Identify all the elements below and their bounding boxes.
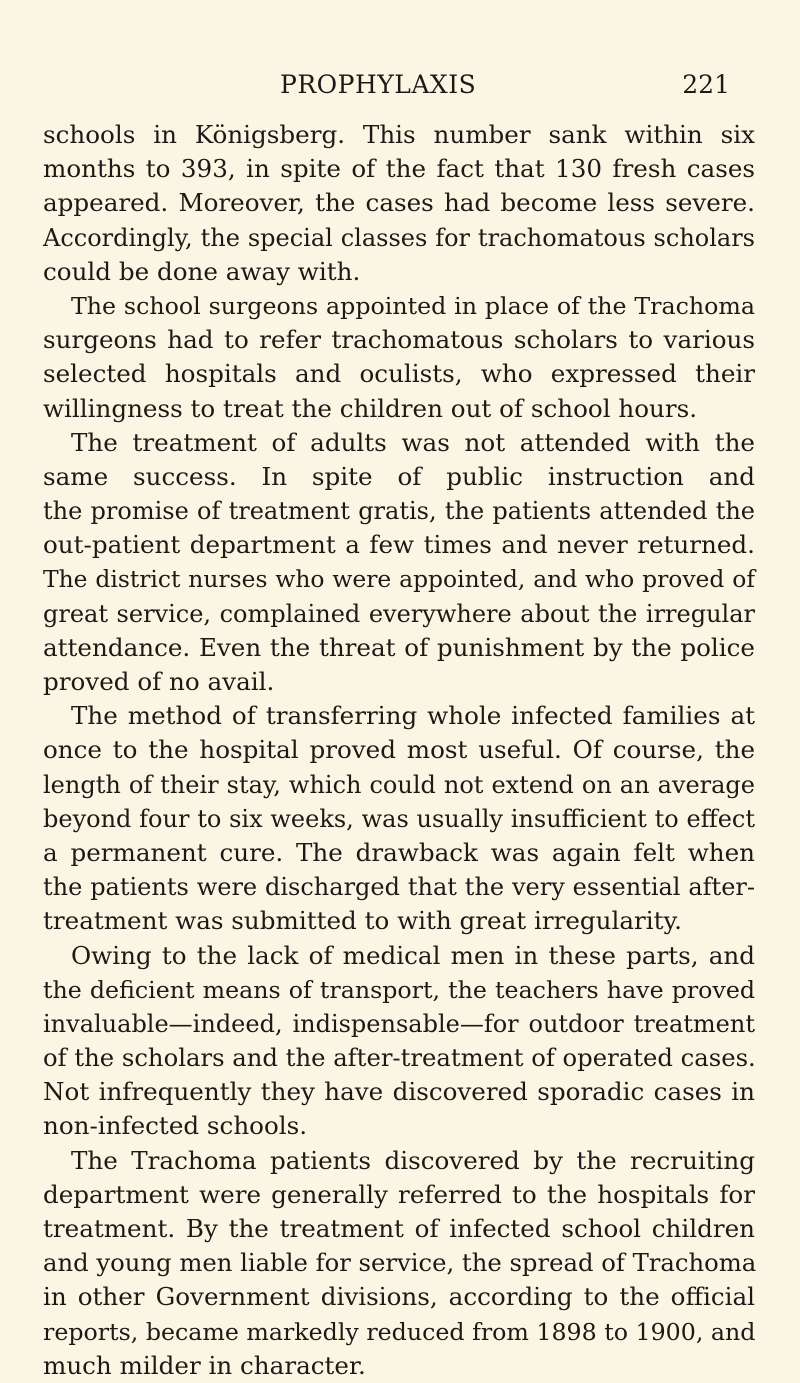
- text-line: Not infrequently they have discovered sporadic cases in: [43, 1077, 755, 1107]
- text-line: months to 393, in spite of the fact that 130 fresh cases: [43, 154, 755, 184]
- text-line: proved of no avail.: [43, 667, 275, 696]
- text-line: in other Government divisions, according to the official: [43, 1282, 755, 1312]
- text-line: the deficient means of transport, the teachers have proved: [43, 975, 755, 1004]
- text-line: length of their stay, which could not extend on an average: [43, 770, 755, 799]
- body-text: [43, 118, 755, 1383]
- text-line: much milder in character.: [43, 1350, 366, 1380]
- text-line: selected hospitals and oculists, who expressed their: [43, 359, 755, 389]
- text-line: of the scholars and the after-treatment of operated cases.: [43, 1043, 756, 1073]
- text-line: The district nurses who were appointed, and who proved of: [43, 565, 755, 594]
- text-line: The treatment of adults was not attended with the: [71, 427, 755, 457]
- running-head: PROPHYLAXIS: [280, 70, 477, 99]
- text-line: could be done away with.: [43, 256, 361, 286]
- text-line: surgeons had to refer trachomatous scholars to various: [43, 325, 755, 355]
- text-line: non-infected schools.: [43, 1111, 308, 1141]
- text-line: willingness to treat the children out of school hours.: [43, 393, 698, 423]
- text-line: Accordingly, the special classes for trachomatous scholars: [43, 223, 755, 252]
- text-line: the promise of treatment gratis, the patients attended the: [43, 497, 755, 526]
- text-line: same success. In spite of public instruction and: [43, 461, 755, 491]
- text-line: once to the hospital proved most useful. Of course, the: [43, 735, 755, 765]
- text-line: reports, became markedly reduced from 1898 to 1900, and: [43, 1317, 756, 1346]
- text-line: the patients were discharged that the very essential after-: [43, 873, 755, 902]
- text-line: treatment was submitted to with great irregularity.: [43, 906, 682, 936]
- text-line: great service, complained everywhere about the irregular: [43, 599, 755, 628]
- page-header: [0, 70, 800, 106]
- text-line: The school surgeons appointed in place of the Trachoma: [71, 291, 755, 320]
- text-line: beyond four to six weeks, was usually insufficient to effect: [43, 804, 755, 833]
- text-line: The method of transferring whole infected families at: [71, 701, 755, 731]
- text-line: a permanent cure. The drawback was again felt when: [43, 837, 755, 867]
- text-line: invaluable—indeed, indispensable—for outdoor treatment: [43, 1009, 755, 1038]
- text-line: schools in Königsberg. This number sank within six: [43, 120, 755, 149]
- text-line: The Trachoma patients discovered by the recruiting: [71, 1145, 755, 1175]
- text-line: attendance. Even the threat of punishment by the police: [43, 632, 755, 662]
- text-line: Owing to the lack of medical men in these parts, and: [71, 940, 755, 970]
- text-line: and young men liable for service, the spread of Trachoma: [43, 1248, 757, 1278]
- page-number: 221: [682, 70, 730, 99]
- text-line: treatment. By the treatment of infected school children: [43, 1214, 755, 1243]
- text-line: appeared. Moreover, the cases had become less severe.: [43, 188, 755, 218]
- text-line: department were generally referred to the hospitals for: [43, 1179, 755, 1209]
- text-line: out-patient department a few times and never returned.: [43, 530, 755, 560]
